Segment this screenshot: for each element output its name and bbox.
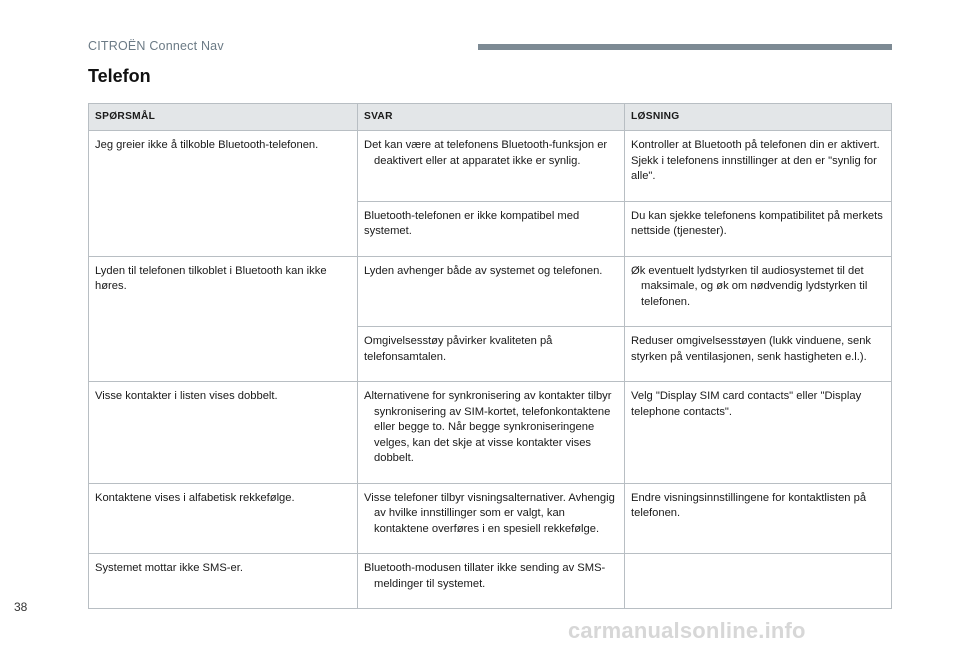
solution-cell: Kontroller at Bluetooth på telefonen din er aktivert. Sjekk i telefonens innstillinger at den er "synlig for alle". [625,131,892,202]
table-row [89,554,892,609]
column-header-question: SPØRSMÅL [89,104,358,131]
answer-cell [358,382,625,484]
question-cell: Jeg greier ikke å tilkoble Bluetooth-telefonen. [89,131,358,202]
answer-text: Alternativene for synkronisering av kontakter tilbyr synkronisering av SIM-kortet, telefonkontaktene eller begge to. Når begge synkroniseringene velges, kan det skje at visse kontakter vises dobbelt. [364,390,612,464]
question-cell: Lyden til telefonen tilkoblet i Bluetooth kan ikke høres. [89,256,358,327]
table-row [89,327,892,382]
answer-cell: Omgivelsesstøy påvirker kvaliteten på telefonsamtalen. [358,327,625,382]
watermark: carmanualsonline.info [568,618,806,643]
question-cell [89,201,358,256]
table-row [89,131,892,202]
column-header-solution: LØSNING [625,104,892,131]
answer-text: Det kan være at telefonens Bluetooth-funksjon er deaktivert eller at apparatet ikke er synlig. [364,139,608,167]
question-cell: Systemet mottar ikke SMS-er. [89,554,358,609]
table-row [89,483,892,554]
answer-cell [358,554,625,609]
table-row [89,201,892,256]
column-header-answer: SVAR [358,104,625,131]
solution-cell: Du kan sjekke telefonens kompatibilitet på merkets nettside (tjenester). [625,201,892,256]
answer-cell: Lyden avhenger både av systemet og telefonen. [358,256,625,327]
question-cell [89,327,358,382]
solution-text: Øk eventuelt lydstyrken til audiosystemet til det maksimale, og øk om nødvendig lydstyrken til telefonen. [631,264,868,308]
page-number: 38 [14,600,28,614]
troubleshooting-table [88,103,892,609]
answer-cell [358,483,625,554]
header-divider-bar [478,44,892,50]
answer-cell [358,131,625,202]
solution-cell [625,554,892,609]
table-header-row [89,104,892,131]
answer-cell: Bluetooth-telefonen er ikke kompatibel med systemet. [358,201,625,256]
solution-cell: Reduser omgivelsesstøyen (lukk vinduene, senk styrken på ventilasjonen, senk hastigheten e.l.). [625,327,892,382]
solution-cell: Endre visningsinnstillingene for kontaktlisten på telefonen. [625,483,892,554]
table-row [89,382,892,484]
table-row [89,256,892,327]
solution-cell: Velg "Display SIM card contacts" eller "Display telephone contacts". [625,382,892,484]
page-title: Telefon [88,66,151,86]
solution-cell [625,256,892,327]
brand-header: CITROËN Connect Nav [88,39,224,53]
question-cell: Kontaktene vises i alfabetisk rekkefølge. [89,483,358,554]
answer-text: Bluetooth-modusen tillater ikke sending av SMS-meldinger til systemet. [364,562,606,590]
answer-text: Visse telefoner tilbyr visningsalternativer. Avhengig av hvilke innstillinger som er valgt, kan kontaktene overføres i en spesiell rekkefølge. [364,491,615,535]
question-cell: Visse kontakter i listen vises dobbelt. [89,382,358,484]
